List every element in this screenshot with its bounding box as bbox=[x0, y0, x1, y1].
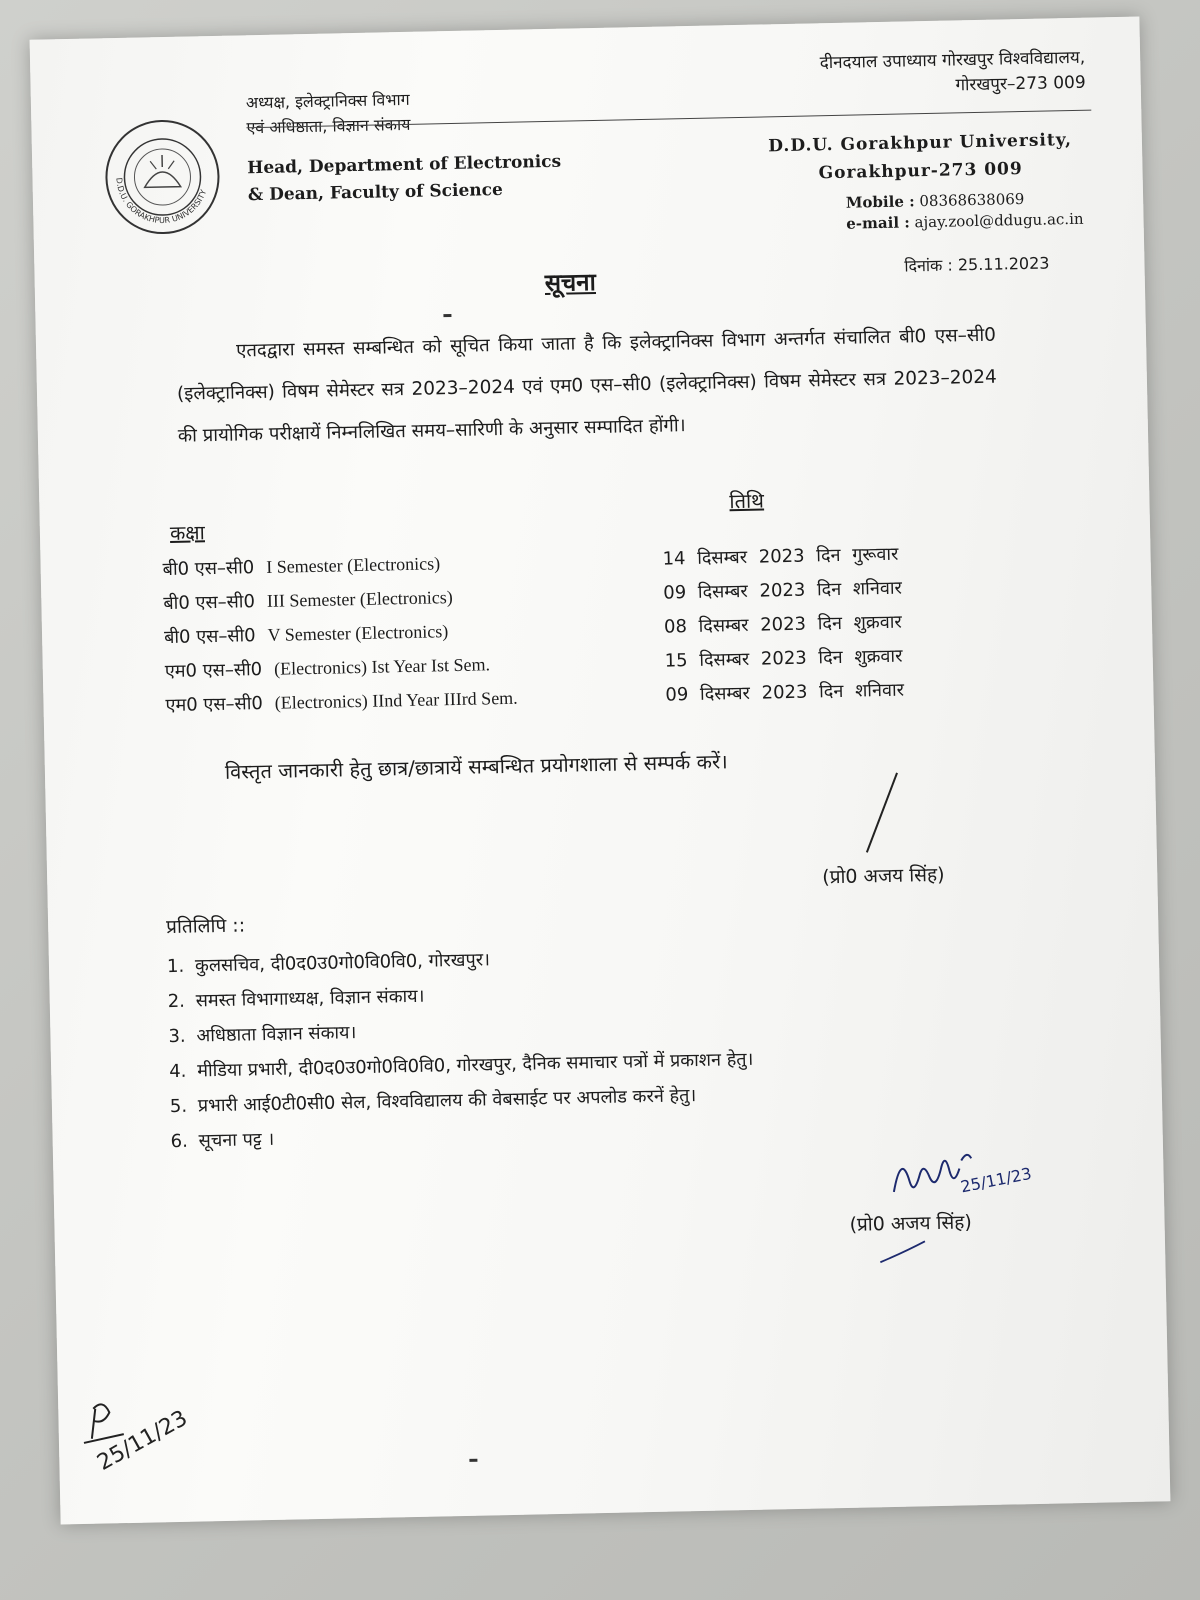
exam-date: 15 दिसम्बर 2023 दिन शुक्रवार bbox=[664, 645, 903, 672]
signature-stroke bbox=[866, 773, 898, 853]
class-english: I Semester (Electronics) bbox=[265, 553, 441, 577]
class-english: V Semester (Electronics) bbox=[267, 621, 449, 645]
corner-date: 25/11/23 bbox=[93, 1405, 192, 1476]
exam-date: 14 दिसम्बर 2023 दिन गुरूवार bbox=[662, 543, 899, 570]
signature-date: 25/11/23 bbox=[959, 1163, 1034, 1197]
class-hindi: बी0 एस–सी0 bbox=[163, 625, 256, 649]
list-item: 6. सूचना पट्ट । bbox=[170, 1128, 275, 1153]
exam-date: 09 दिसम्बर 2023 दिन शनिवार bbox=[665, 679, 905, 706]
notice-title: सूचना bbox=[544, 267, 597, 298]
dept-hindi-line2: एवं अधिष्ठाता, विज्ञान संकाय bbox=[246, 114, 411, 138]
list-item: 5. प्रभारी आई0टी0सी0 सेल, विश्वविद्यालय की वेबसाईट पर अपलोड करनें हेतु। bbox=[169, 1085, 697, 1118]
class-english: (Electronics) Ist Year Ist Sem. bbox=[273, 654, 491, 679]
class-english: III Semester (Electronics) bbox=[266, 587, 453, 611]
handwritten-initial bbox=[73, 1396, 215, 1493]
univ-hindi-line2: गोरखपुर–273 009 bbox=[955, 72, 1086, 96]
dept-hindi-line1: अध्यक्ष, इलेक्ट्रानिक्स विभाग bbox=[245, 89, 410, 113]
department-english-heading bbox=[247, 149, 562, 210]
class-hindi: एम0 एस–सी0 bbox=[164, 659, 263, 683]
schedule-class-header: कक्षा bbox=[169, 520, 206, 545]
list-item: 4. मीडिया प्रभारी, दी0द0उ0गो0वि0वि0, गोरखपुर, दैनिक समाचार पत्रों में प्रकाशन हेतु। bbox=[168, 1048, 754, 1083]
university-hindi-heading bbox=[819, 46, 1086, 102]
university-seal bbox=[101, 116, 223, 238]
univ-english-line1: D.D.U. Gorakhpur University, bbox=[768, 129, 1073, 157]
contact-block bbox=[846, 188, 1084, 235]
mobile-value: 08368638069 bbox=[919, 189, 1025, 211]
department-hindi-heading bbox=[246, 87, 411, 140]
paper-mark-bottom bbox=[469, 1459, 477, 1462]
signatory-name-2: (प्रो0 अजय सिंह) bbox=[849, 1211, 972, 1236]
university-english-heading bbox=[768, 126, 1073, 188]
exam-date: 08 दिसम्बर 2023 दिन शुक्रवार bbox=[663, 611, 902, 638]
exam-date: 09 दिसम्बर 2023 दिन शनिवार bbox=[663, 577, 903, 604]
list-item: 2. समस्त विभागाध्यक्ष, विज्ञान संकाय। bbox=[167, 985, 425, 1013]
notice-body bbox=[176, 315, 998, 458]
paper-mark bbox=[443, 314, 451, 317]
class-english: (Electronics) IInd Year IIIrd Sem. bbox=[274, 687, 518, 713]
copy-to-list bbox=[167, 937, 756, 1159]
email-label: e-mail : bbox=[846, 213, 910, 233]
univ-hindi-line1: दीनदयाल उपाध्याय गोरखपुर विश्वविद्यालय, bbox=[819, 47, 1086, 74]
class-hindi: बी0 एस–सी0 bbox=[162, 557, 255, 581]
mobile-label: Mobile : bbox=[845, 192, 915, 212]
notice-body-text: एतदद्वारा समस्त सम्बन्धित को सूचित किया जाता है कि इलेक्ट्रानिक्स विभाग अन्तर्गत संचालित बी0 एस–सी0 (इलेक्ट्रानिक्स) विषम सेमेस्टर सत्र 2023–2024 एवं एम0 एस–सी0 (इलेक्ट्रानिक्स) विषम सेमेस्टर सत्र 2023–2024 की प्रायोगिक परीक्षायें निम्नलिखित समय–सारिणी के अनुसार सम्पादित होंगी। bbox=[176, 324, 998, 447]
signatory-name: (प्रो0 अजय सिंह) bbox=[822, 863, 945, 889]
dept-english-line2: & Dean, Faculty of Science bbox=[247, 179, 504, 206]
notice-paper bbox=[30, 17, 1171, 1525]
notice-date: दिनांक : 25.11.2023 bbox=[904, 253, 1050, 276]
dept-english-line1: Head, Department of Electronics bbox=[247, 151, 562, 179]
svg-text:D.D.U. GORAKHPUR UNIVERSITY: D.D.U. GORAKHPUR UNIVERSITY bbox=[114, 177, 209, 226]
class-hindi: एम0 एस–सी0 bbox=[165, 693, 264, 717]
schedule-date-header: तिथि bbox=[729, 488, 765, 514]
list-item: 1. कुलसचिव, दी0द0उ0गो0वि0वि0, गोरखपुर। bbox=[166, 949, 491, 978]
class-hindi: बी0 एस–सी0 bbox=[163, 591, 256, 615]
email-value: ajay.zool@ddugu.ac.in bbox=[914, 209, 1084, 232]
detail-instruction: विस्तृत जानकारी हेतु छात्र/छात्रायें सम्बन्धित प्रयोगशाला से सम्पर्क करें। bbox=[224, 749, 728, 784]
list-item: 3. अधिष्ठाता विज्ञान संकाय। bbox=[168, 1022, 357, 1048]
univ-english-line2: Gorakhpur-273 009 bbox=[818, 159, 1023, 184]
copy-to-label: प्रतिलिपि :: bbox=[165, 914, 246, 939]
